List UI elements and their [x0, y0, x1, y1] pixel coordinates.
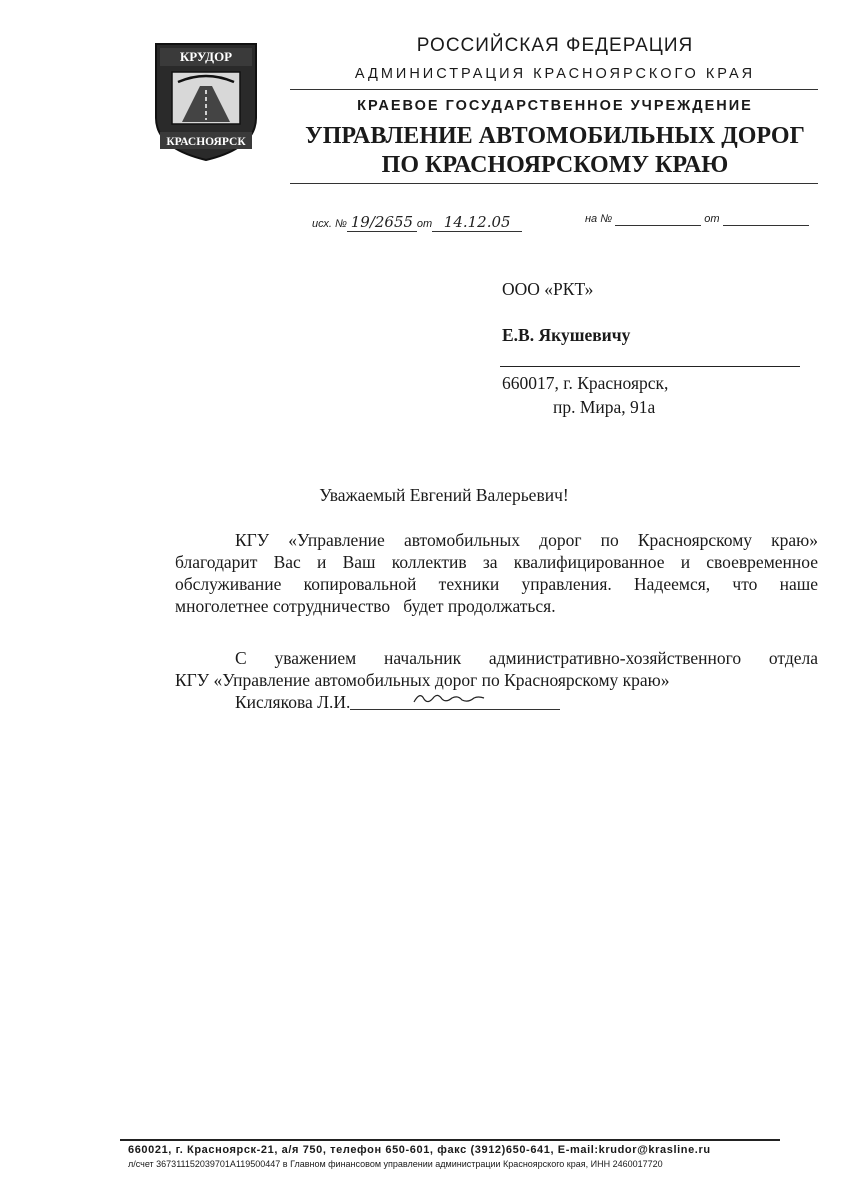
letter-body-line: обслуживание копировальной техники управления. Надеемся, что наше — [175, 574, 818, 594]
header-institution-type: КРАЕВОЕ ГОСУДАРСТВЕННОЕ УЧРЕЖДЕНИЕ — [357, 98, 753, 114]
letter-closing — [175, 647, 818, 713]
emblem-top-text: КРУДОР — [179, 49, 233, 64]
letter-body-line: благодарит Вас и Ваш коллектив за квалифицированное и своевременное — [175, 552, 818, 572]
letter-body — [175, 529, 818, 617]
signature-scribble — [410, 689, 490, 707]
header-title-line2: ПО КРАСНОЯРСКОМУ КРАЮ — [381, 152, 729, 178]
signer-name: Кислякова Л.И. — [235, 692, 351, 712]
incoming-date-label: от — [704, 213, 720, 225]
outgoing-number-label: исх. № — [312, 218, 347, 230]
letter-body-line: многолетнее сотрудничество будет продолжаться. — [175, 596, 556, 616]
letter-body-line: КГУ «Управление автомобильных дорог по Красноярскому краю» — [235, 530, 818, 550]
incoming-reference — [585, 213, 809, 226]
header-country: РОССИЙСКАЯ ФЕДЕРАЦИЯ — [416, 35, 694, 56]
letter-greeting: Уважаемый Евгений Валерьевич! — [319, 485, 569, 505]
outgoing-reference — [312, 213, 522, 232]
footer-bank-details: л/счет 367311152039701А119500447 в Главном финансовом управлении администрации Красноярского края, ИНН 2460017720 — [128, 1159, 663, 1169]
signer-row — [175, 691, 818, 713]
incoming-number-label: на № — [585, 213, 613, 225]
footer-contact: 660021, г. Красноярск-21, а/я 750, телефон 650-601, факс (3912)650-641, E-mail:krudor@krasline.ru — [128, 1144, 711, 1156]
recipient-name: Е.В. Якушевичу — [502, 325, 631, 345]
header-administration: АДМИНИСТРАЦИЯ КРАСНОЯРСКОГО КРАЯ — [354, 66, 756, 82]
recipient-company: ООО «РКТ» — [502, 279, 594, 299]
closing-line1: С уважением начальник административно-хозяйственного отдела — [235, 648, 818, 668]
recipient-underline — [500, 366, 800, 367]
signature-line — [350, 693, 560, 710]
incoming-date-blank — [723, 213, 809, 226]
outgoing-date-label: от — [416, 218, 433, 230]
outgoing-date: 14.12.05 — [432, 213, 522, 232]
incoming-number-blank — [615, 213, 701, 226]
header-divider-bottom — [290, 183, 818, 184]
coat-of-arms-emblem — [152, 40, 260, 162]
footer-divider — [120, 1139, 780, 1141]
header-divider-top — [290, 89, 818, 90]
header-organization-title — [290, 122, 820, 180]
emblem-bottom-text: КРАСНОЯРСК — [166, 136, 246, 148]
header-title-line1: УПРАВЛЕНИЕ АВТОМОБИЛЬНЫХ ДОРОГ — [305, 123, 805, 149]
recipient-address-line1: 660017, г. Красноярск, — [502, 373, 669, 393]
closing-line2: КГУ «Управление автомобильных дорог по Красноярскому краю» — [175, 670, 670, 690]
outgoing-number: 19/2655 — [347, 213, 417, 232]
recipient-address-line2: пр. Мира, 91а — [553, 397, 656, 417]
